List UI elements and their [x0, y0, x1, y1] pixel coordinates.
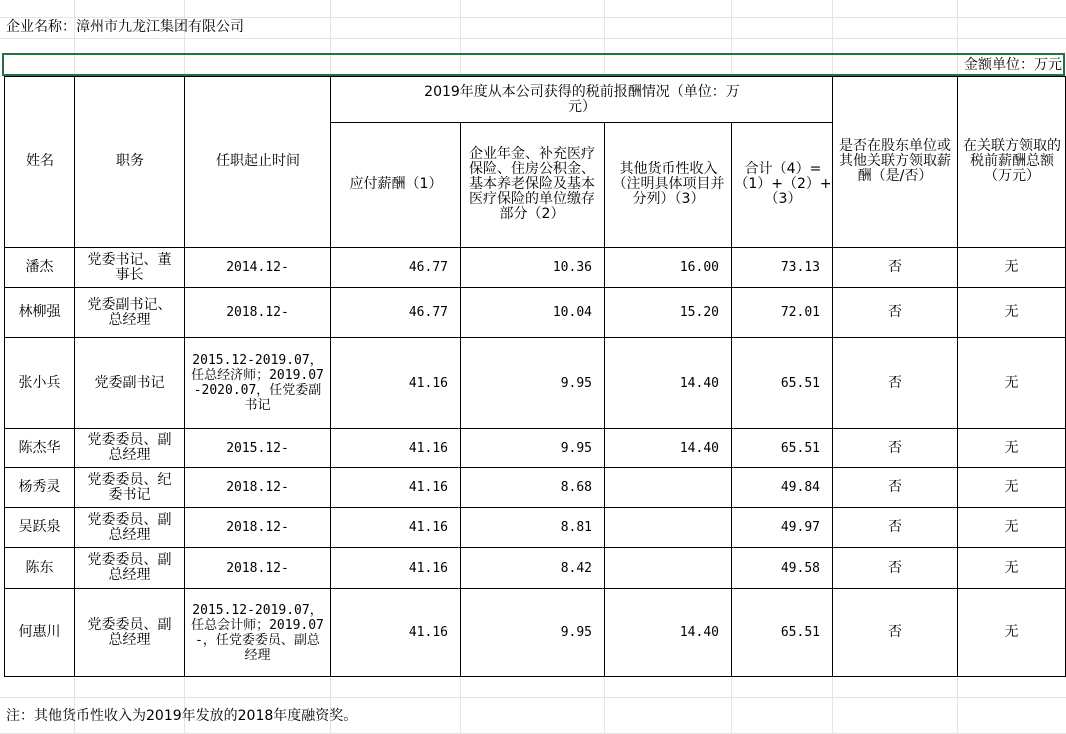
cell-c5[interactable]: 否	[888, 374, 902, 391]
cell-name[interactable]: 吴跃泉	[18, 519, 61, 535]
cell-term[interactable]: 2015.12-2019.07，任总会计师；2019.07-，任党委委员、副总经理	[191, 602, 324, 663]
cell-name[interactable]: 潘杰	[25, 259, 54, 275]
header-name[interactable]: 姓名	[26, 153, 54, 169]
cell-position[interactable]: 党委委员、副总经理	[87, 616, 172, 648]
header-col2[interactable]: 企业年金、补充医疗保险、住房公积金、基本养老保险及基本医疗保险的单位缴存部分（2）	[469, 146, 595, 222]
table-border-line	[4, 676, 1066, 677]
cell-c5[interactable]: 否	[888, 624, 902, 640]
cell-c6[interactable]: 无	[1004, 479, 1019, 495]
cell-c1[interactable]: 41.16	[408, 375, 448, 391]
cell-c6[interactable]: 无	[1004, 259, 1019, 275]
cell-c2[interactable]: 9.95	[560, 625, 592, 640]
gridline	[832, 676, 833, 734]
cell-c3[interactable]	[605, 468, 731, 507]
gridline	[731, 676, 732, 734]
cell-c1[interactable]: 46.77	[408, 260, 448, 275]
header-col4[interactable]: 合计（4）=（1）+（2）+（3）	[734, 161, 832, 207]
cell-term[interactable]: 2018.12-	[226, 560, 289, 576]
cell-c2[interactable]: 8.81	[560, 520, 592, 535]
cell-c5[interactable]: 否	[888, 519, 902, 535]
cell-c4[interactable]: 49.58	[780, 560, 820, 576]
company-name-cell[interactable]: 企业名称：漳州市九龙江集团有限公司	[6, 19, 244, 35]
footnote-cell[interactable]: 注：其他货币性收入为2019年发放的2018年度融资奖。	[6, 707, 358, 724]
cell-position[interactable]: 党委委员、纪委书记	[87, 471, 172, 503]
cell-c2[interactable]: 9.95	[560, 440, 592, 456]
cell-c2[interactable]: 10.04	[552, 305, 592, 320]
cell-name[interactable]: 林柳强	[18, 304, 61, 320]
cell-c4[interactable]: 73.13	[780, 260, 820, 275]
cell-c3[interactable]: 14.40	[679, 375, 719, 391]
cell-c5[interactable]: 否	[888, 559, 902, 576]
cell-c6[interactable]: 无	[1004, 519, 1019, 535]
cell-c3[interactable]	[605, 508, 731, 547]
cell-c3[interactable]: 14.40	[679, 625, 719, 640]
cell-c4[interactable]: 49.84	[780, 480, 820, 495]
cell-position[interactable]: 党委副书记	[94, 374, 165, 391]
gridline	[604, 676, 605, 734]
cell-c3[interactable]	[605, 548, 731, 588]
cell-term[interactable]: 2018.12-	[226, 520, 289, 535]
cell-c2[interactable]: 9.95	[560, 375, 592, 391]
cell-c4[interactable]: 65.51	[780, 375, 820, 391]
cell-name[interactable]: 张小兵	[18, 374, 61, 391]
cell-c5[interactable]: 否	[888, 259, 902, 275]
cell-c3[interactable]: 16.00	[679, 260, 719, 275]
gridline	[0, 697, 1066, 698]
cell-position[interactable]: 党委委员、副总经理	[87, 552, 172, 583]
cell-c5[interactable]: 否	[888, 479, 902, 495]
cell-c2[interactable]: 8.42	[560, 560, 592, 576]
cell-c4[interactable]: 72.01	[780, 305, 820, 320]
cell-c5[interactable]: 否	[888, 304, 902, 320]
cell-c4[interactable]: 49.97	[780, 520, 820, 535]
cell-c4[interactable]: 65.51	[780, 440, 820, 456]
cell-term[interactable]: 2015.12-	[226, 440, 289, 456]
cell-term[interactable]: 2018.12-	[226, 305, 289, 320]
cell-position[interactable]: 党委副书记、总经理	[87, 296, 172, 328]
cell-c4[interactable]: 65.51	[780, 625, 820, 640]
header-col5[interactable]: 是否在股东单位或其他关联方领取薪酬（是/否）	[839, 138, 951, 184]
cell-c5[interactable]: 否	[888, 439, 902, 456]
cell-name[interactable]: 陈东	[25, 559, 54, 576]
cell-c1[interactable]: 46.77	[408, 305, 448, 320]
cell-c6[interactable]: 无	[1004, 439, 1019, 456]
cell-term[interactable]: 2015.12-2019.07，任总经济师；2019.07-2020.07，任党委副书记	[191, 353, 324, 413]
cell-position[interactable]: 党委书记、董事长	[87, 251, 172, 283]
cell-c6[interactable]: 无	[1004, 559, 1019, 576]
cell-c2[interactable]: 10.36	[552, 260, 592, 275]
unit-cell[interactable]: 金额单位：万元	[964, 56, 1062, 73]
cell-name[interactable]: 陈杰华	[18, 439, 61, 456]
header-term[interactable]: 任职起止时间	[216, 153, 300, 169]
cell-c3[interactable]: 14.40	[679, 440, 719, 456]
header-col1[interactable]: 应付薪酬（1）	[349, 176, 443, 192]
cell-c6[interactable]: 无	[1004, 374, 1019, 391]
gridline	[0, 38, 1066, 39]
cell-c1[interactable]: 41.16	[408, 625, 448, 640]
header-position[interactable]: 职务	[116, 153, 144, 169]
cell-name[interactable]: 杨秀灵	[18, 479, 61, 495]
cell-c1[interactable]: 41.16	[408, 560, 448, 576]
header-col3[interactable]: 其他货币性收入（注明具体项目并分列）（3）	[612, 161, 725, 207]
cell-c1[interactable]: 41.16	[408, 480, 448, 495]
cell-c6[interactable]: 无	[1004, 304, 1019, 320]
cell-c1[interactable]: 41.16	[408, 440, 448, 456]
header-group-title[interactable]: 2019年度从本公司获得的税前报酬情况（单位：万元）	[424, 84, 740, 115]
cell-name[interactable]: 何惠川	[18, 624, 61, 640]
cell-position[interactable]: 党委委员、副总经理	[87, 432, 172, 463]
cell-term[interactable]: 2018.12-	[226, 480, 289, 495]
cell-c6[interactable]: 无	[1004, 624, 1019, 640]
cell-c3[interactable]: 15.20	[679, 305, 719, 320]
cell-term[interactable]: 2014.12-	[226, 260, 289, 275]
header-col6[interactable]: 在关联方领取的税前薪酬总额（万元）	[963, 138, 1061, 184]
cell-c2[interactable]: 8.68	[560, 480, 592, 495]
cell-c1[interactable]: 41.16	[408, 520, 448, 535]
cell-position[interactable]: 党委委员、副总经理	[87, 511, 172, 543]
gridline	[957, 676, 958, 734]
